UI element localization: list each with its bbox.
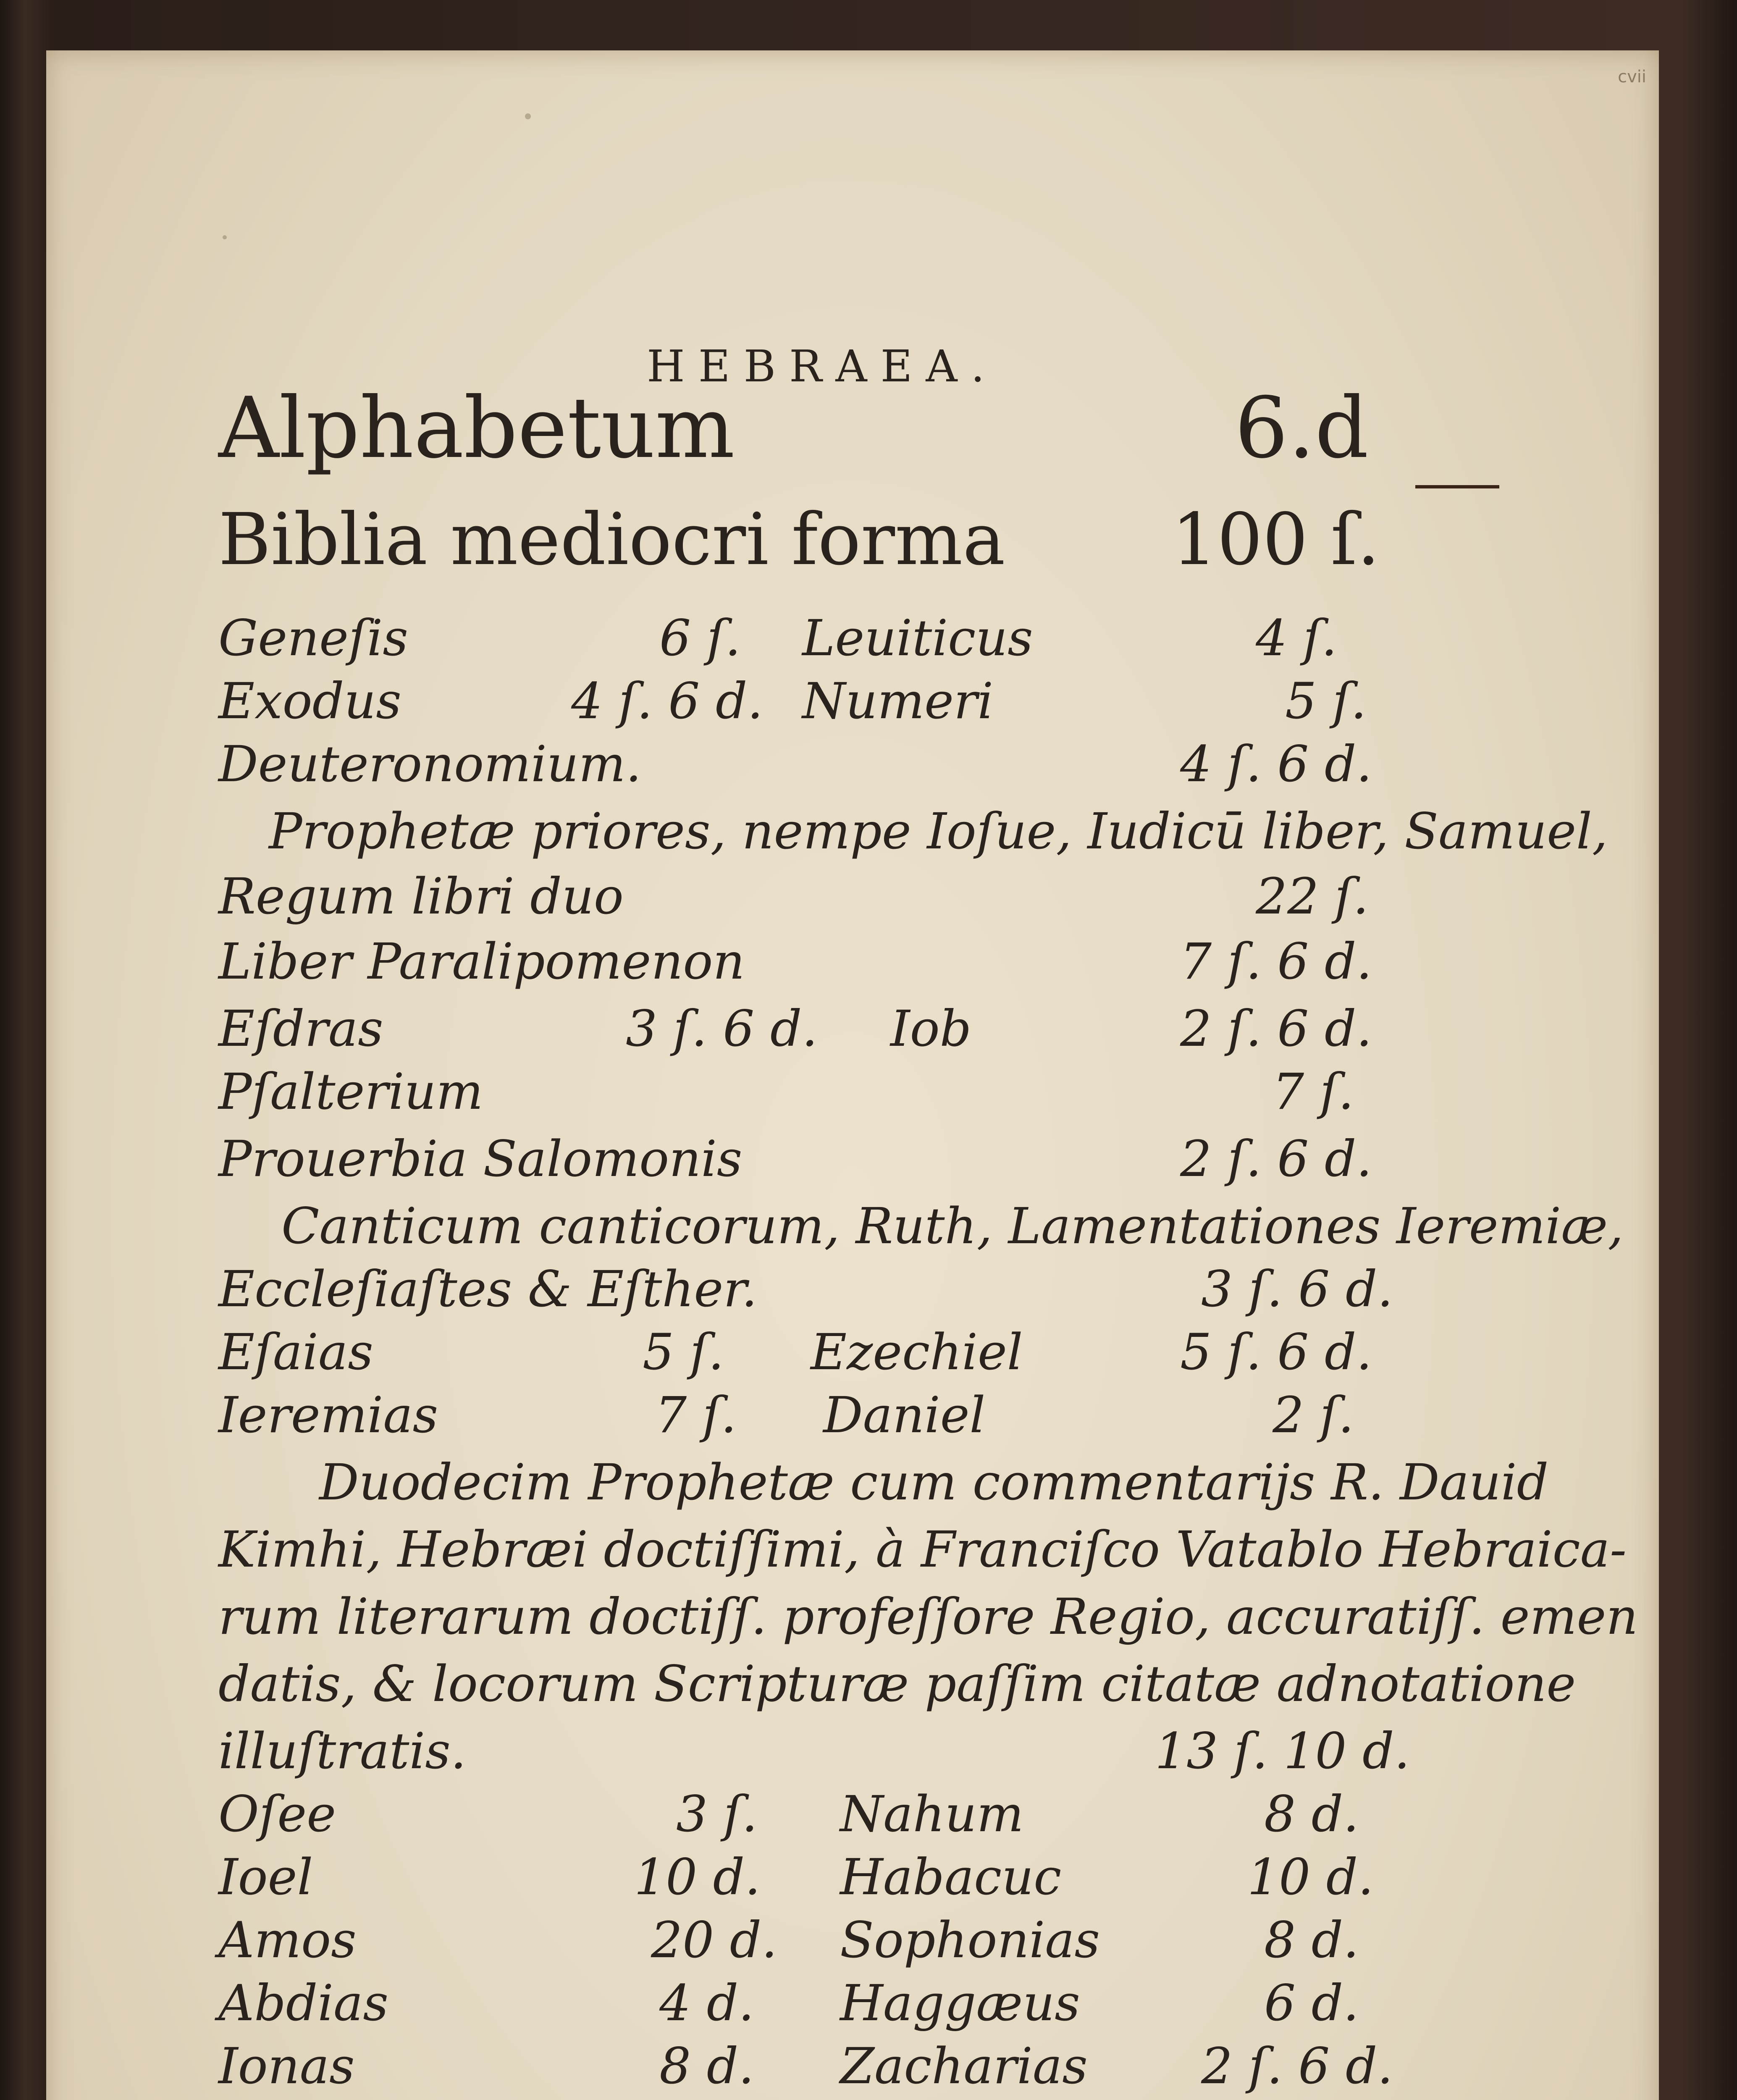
entry-title: Geneſis	[218, 609, 408, 667]
entry-title: Exodus	[218, 672, 401, 730]
entry-title: Alphabetum	[218, 379, 735, 477]
entry-title: Zacharias	[840, 2037, 1088, 2095]
entry-title: Pſalterium	[218, 1063, 483, 1121]
running-head: HEBRAEA.	[647, 341, 998, 392]
page-mark: cvii	[1618, 67, 1646, 87]
entry-price: 6.d	[1235, 379, 1369, 477]
paper-speck	[525, 113, 531, 119]
entry-title: illuſtratis.	[218, 1722, 467, 1780]
entry-heading: Duodecim Prophetæ cum commentarijs R. Dauid	[319, 1453, 1549, 1511]
entry-title: Sophonias	[840, 1911, 1100, 1969]
entry-price: 6 ſ.	[659, 609, 741, 667]
entry-price: 10 d.	[634, 1848, 761, 1906]
entry-price: 5 ſ.	[1285, 672, 1367, 730]
entry-title: Nahum	[840, 1785, 1024, 1843]
entry-price: 22 ſ.	[1256, 867, 1369, 925]
entry-price: 13 ſ. 10 d.	[1155, 1722, 1410, 1780]
entry-title: Liber Paralipomenon	[218, 932, 745, 990]
entry-title: Iob	[890, 1000, 972, 1058]
paper-speck	[223, 235, 227, 239]
entry-heading: Canticum canticorum, Ruth, Lamentationes Ieremiæ,	[281, 1197, 1624, 1255]
entry-title: Abdias	[218, 1974, 388, 2032]
entry-price: 3 ſ. 6 d.	[626, 1000, 818, 1058]
entry-price: 4 ſ.	[1256, 609, 1337, 667]
entry-price: 3 ſ.	[676, 1785, 758, 1843]
entry-price: 2 ſ. 6 d.	[1201, 2037, 1393, 2095]
entry-price: 6 d.	[1264, 1974, 1359, 2032]
book-page	[46, 50, 1659, 2100]
entry-price: 2 ſ.	[1273, 1386, 1354, 1444]
entry-title: Regum libri duo	[218, 867, 624, 925]
entry-title: Habacuc	[840, 1848, 1062, 1906]
entry-title: Eſaias	[218, 1323, 373, 1381]
entry-title: Oſee	[218, 1785, 336, 1843]
ink-dash	[1415, 485, 1499, 488]
entry-title: Amos	[218, 1911, 357, 1969]
entry-price: 3 ſ. 6 d.	[1201, 1260, 1393, 1318]
entry-title: Numeri	[802, 672, 994, 730]
entry-title: Daniel	[823, 1386, 986, 1444]
entry-heading: Prophetæ priores, nempe Ioſue, Iudicū liber, Samuel,	[269, 802, 1608, 860]
entry-price: 7 ſ.	[1273, 1063, 1354, 1121]
entry-price: 5 ſ. 6 d.	[1180, 1323, 1372, 1381]
entry-text: Kimhi, Hebræi doctiſſimi, à Franciſco Vatablo Hebraica-	[218, 1520, 1627, 1578]
entry-title: Ieremias	[218, 1386, 438, 1444]
entry-title: Prouerbia Salomonis	[218, 1130, 743, 1188]
entry-price: 10 d.	[1247, 1848, 1374, 1906]
entry-title: Eſdras	[218, 1000, 383, 1058]
entry-price: 8 d.	[1264, 1911, 1359, 1969]
entry-title: Ezechiel	[811, 1323, 1023, 1381]
entry-title: Eccleſiaſtes & Eſther.	[218, 1260, 758, 1318]
entry-price: 2 ſ. 6 d.	[1180, 1000, 1372, 1058]
entry-text: datis, & locorum Scripturæ paſſim citatæ adnotatione	[218, 1655, 1576, 1713]
entry-price: 4 d.	[659, 1974, 754, 2032]
entry-title: Ionas	[218, 2037, 355, 2095]
entry-price: 8 d.	[659, 2037, 754, 2095]
entry-price: 4 ſ. 6 d.	[571, 672, 763, 730]
entry-title: Ioel	[218, 1848, 313, 1906]
entry-title: Haggæus	[840, 1974, 1080, 2032]
entry-price: 4 ſ. 6 d.	[1180, 735, 1372, 793]
entry-price: 2 ſ. 6 d.	[1180, 1130, 1372, 1188]
entry-text: rum literarum doctiſſ. profeſſore Regio, accuratiſſ. emen	[218, 1588, 1638, 1646]
entry-price: 20 d.	[651, 1911, 777, 1969]
entry-price: 100 ſ.	[1172, 498, 1380, 581]
entry-price: 8 d.	[1264, 1785, 1359, 1843]
entry-price: 7 ſ. 6 d.	[1180, 932, 1372, 990]
entry-price: 7 ſ.	[655, 1386, 737, 1444]
entry-title: Leuiticus	[802, 609, 1033, 667]
entry-price: 5 ſ.	[643, 1323, 724, 1381]
entry-title: Deuteronomium.	[218, 735, 642, 793]
entry-title: Biblia mediocri forma	[218, 498, 1005, 581]
